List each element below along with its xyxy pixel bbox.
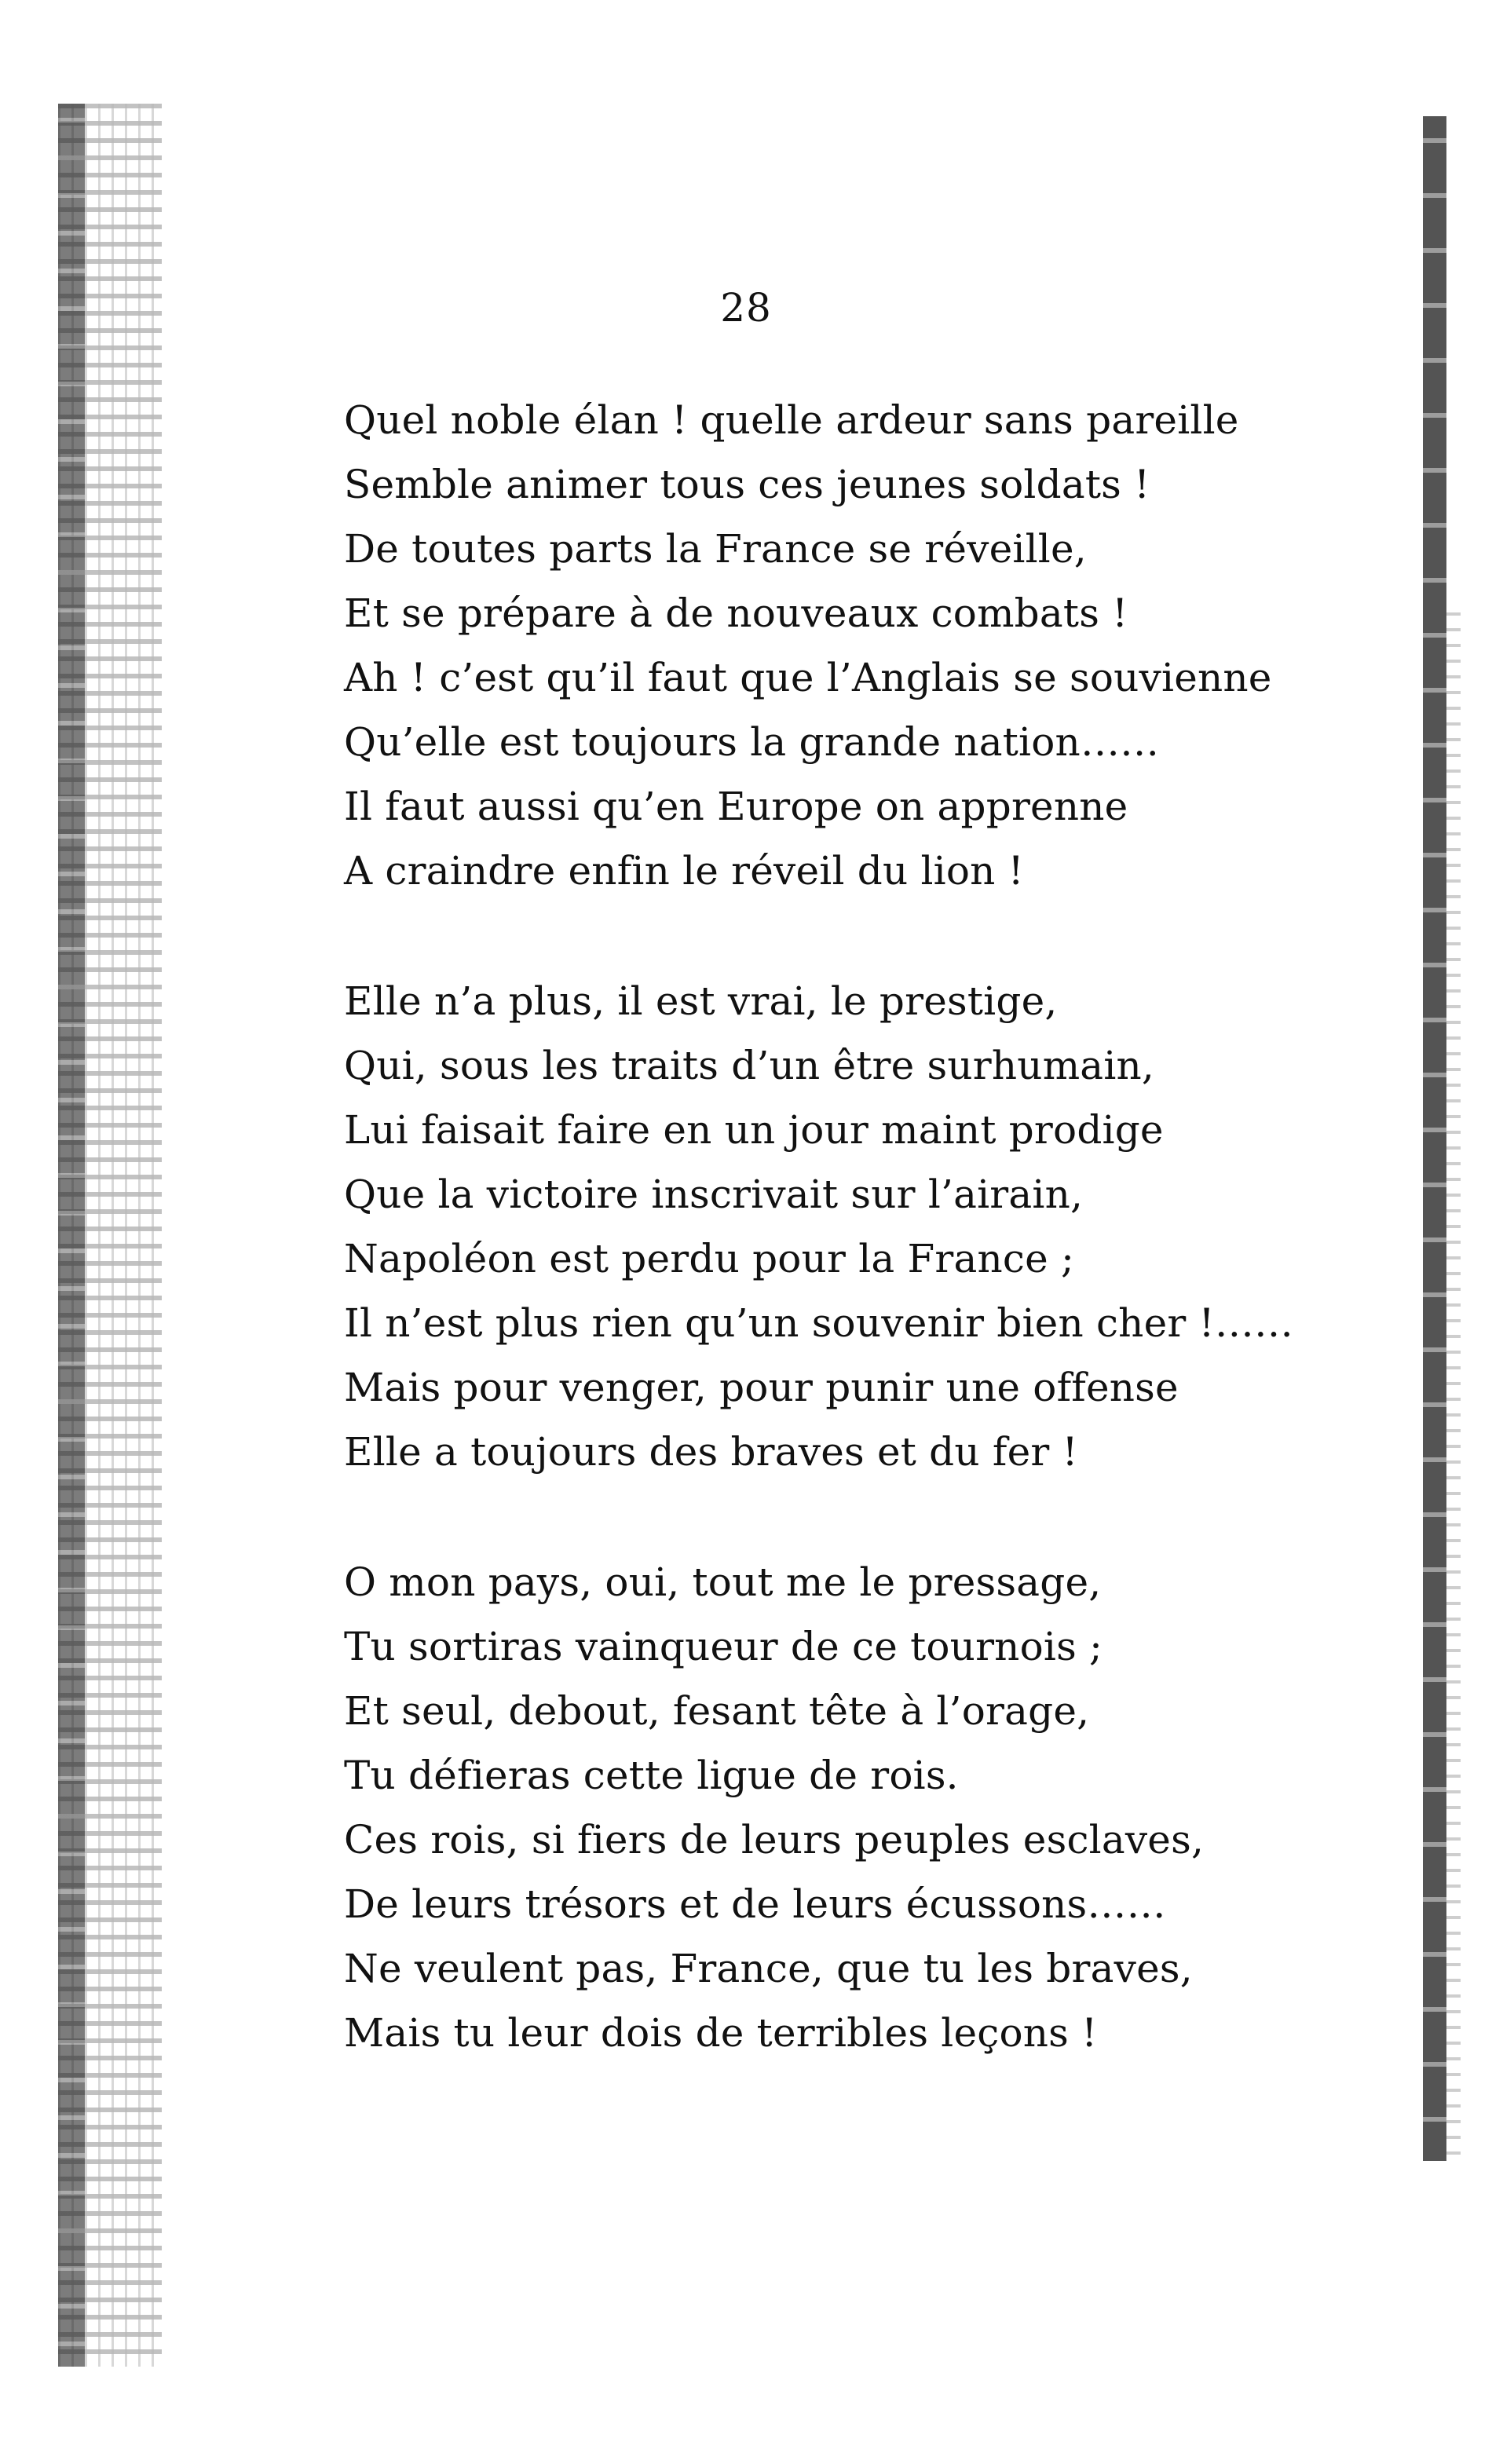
stanza-2 [344,969,1380,1484]
poem-line: O mon pays, oui, tout me le pressage, [344,1559,1102,1605]
poem-line: De leurs trésors et de leurs écussons…… [344,1881,1166,1927]
poem-line: De toutes parts la France se réveille, [344,526,1087,572]
stanza-1 [344,388,1380,903]
poem-line: Ces rois, si fiers de leurs peuples esclaves, [344,1817,1205,1863]
poem-line: Quel noble élan ! quelle ardeur sans pareille [344,397,1239,443]
poem-line: Ne veulent pas, France, que tu les braves, [344,1946,1193,1991]
poem-line: Napoléon est perdu pour la France ; [344,1236,1075,1281]
poem-line: Tu défieras cette ligue de rois. [344,1753,959,1798]
poem-line: Elle a toujours des braves et du fer ! [344,1429,1078,1475]
page-number: 28 [720,285,772,331]
poem-line: Il n’est plus rien qu’un souvenir bien cher !…… [344,1300,1294,1346]
poem-line: Mais tu leur dois de terribles leçons ! [344,2010,1098,2056]
poem-line: Ah ! c’est qu’il faut que l’Anglais se souvienne [344,655,1272,700]
scan-shadow-right [1423,116,1446,2161]
scan-noise-right [1446,612,1461,2167]
scan-binding-edge-left [58,104,85,2367]
poem-line: Lui faisait faire en un jour maint prodige [344,1107,1164,1153]
poem-line: Elle n’a plus, il est vrai, le prestige, [344,978,1058,1024]
poem-line: Et seul, debout, fesant tête à l’orage, [344,1688,1090,1734]
poem-line: Il faut aussi qu’en Europe on apprenne [344,784,1128,829]
poem-line: A craindre enfin le réveil du lion ! [344,848,1024,894]
poem-line: Semble animer tous ces jeunes soldats ! [344,462,1150,507]
poem-line: Mais pour venger, pour punir une offense [344,1365,1179,1410]
poem-line: Et se prépare à de nouveaux combats ! [344,590,1128,636]
poem-line: Que la victoire inscrivait sur l’airain, [344,1172,1084,1217]
poem-line: Qu’elle est toujours la grande nation…… [344,719,1160,765]
poem [344,388,1380,2131]
stanza-3 [344,1550,1380,2065]
poem-line: Tu sortiras vainqueur de ce tournois ; [344,1624,1103,1669]
poem-line: Qui, sous les traits d’un être surhumain, [344,1043,1155,1088]
